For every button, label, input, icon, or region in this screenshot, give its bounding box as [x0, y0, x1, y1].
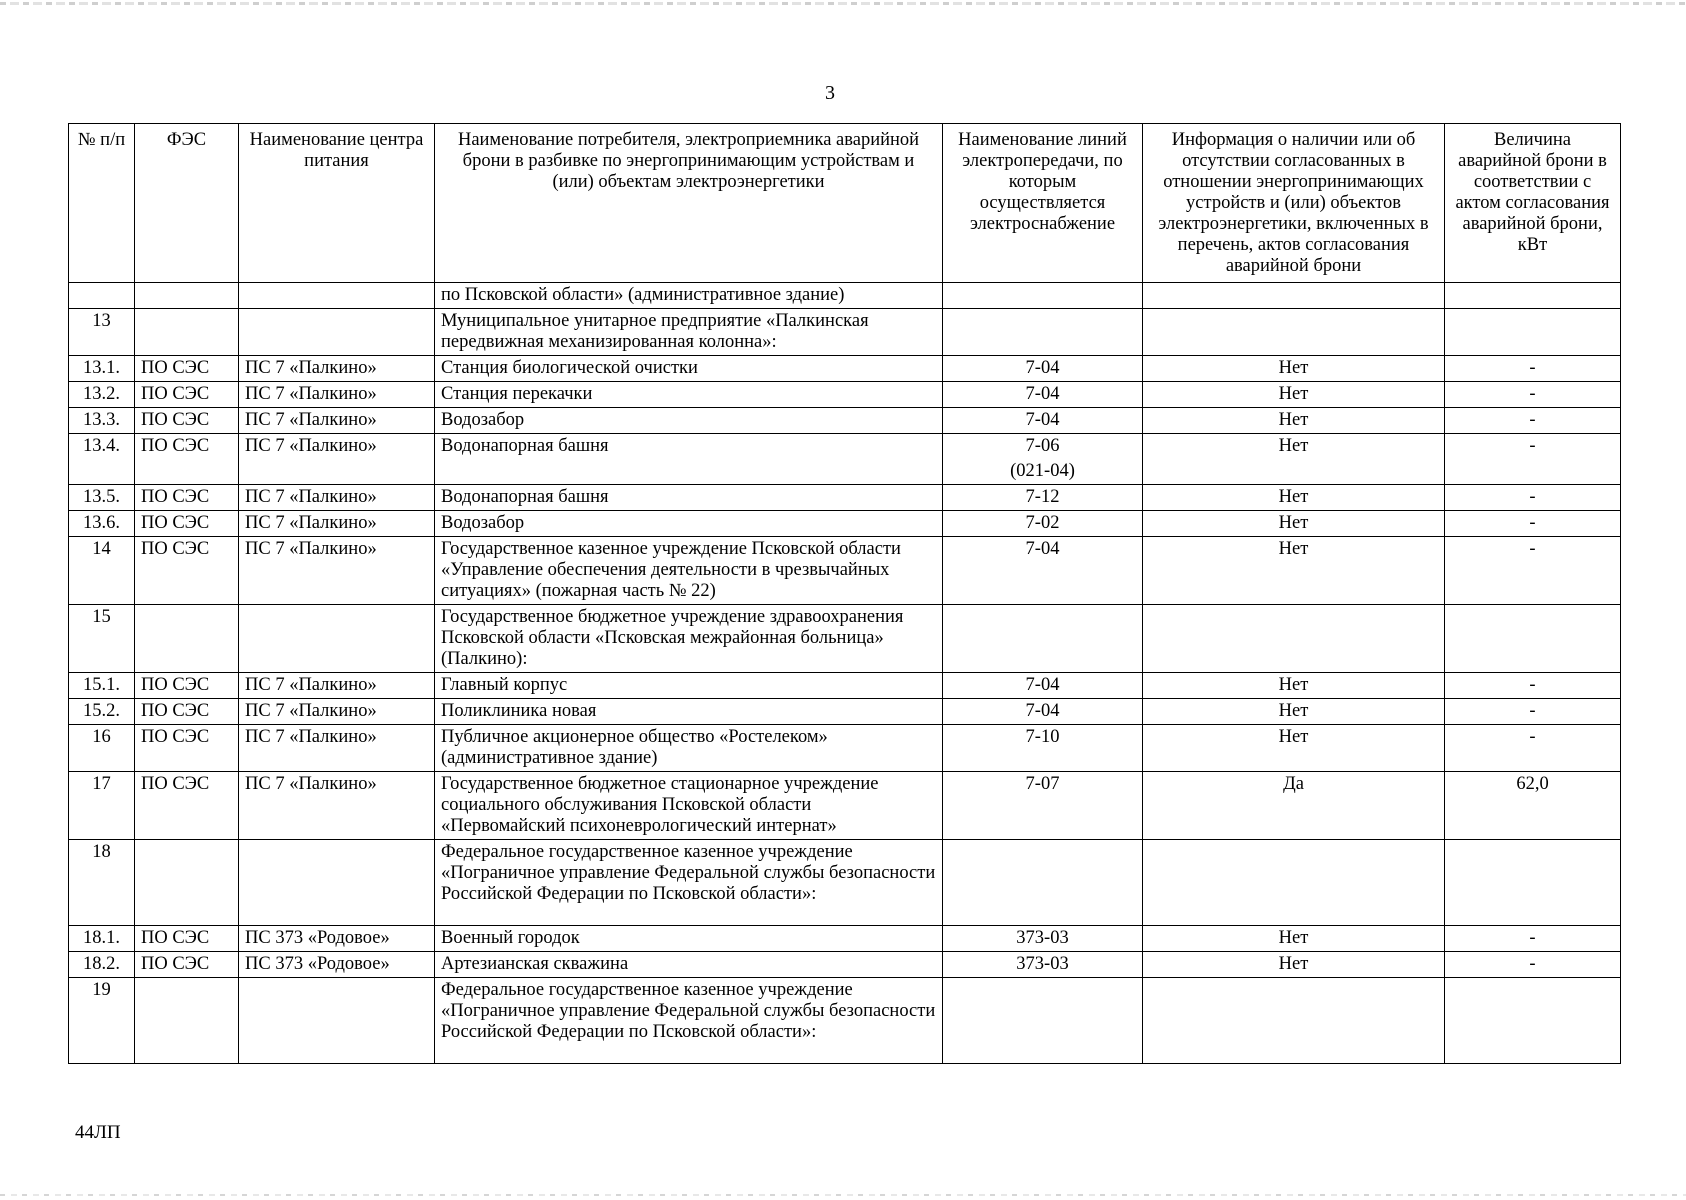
row-fes-text: ПО СЭС: [141, 487, 210, 507]
table-row: [69, 978, 1621, 1064]
row-consumer: [435, 408, 943, 434]
row-power-center: [239, 511, 435, 537]
row-number: [69, 283, 135, 309]
row-power-line: [943, 926, 1143, 952]
header-power-line: Наименование линий электропередачи, по которым осуществляется электроснабжение: [943, 124, 1143, 283]
table-row: [69, 283, 1621, 309]
row-reserve-value: [1445, 699, 1621, 725]
row-consumer: [435, 926, 943, 952]
row-agreement-info-text: Нет: [1278, 358, 1309, 378]
row-reserve-value: [1445, 772, 1621, 840]
row-fes-text: ПО СЭС: [141, 928, 210, 948]
row-number-text: 18: [92, 842, 111, 862]
row-fes-text: ПО СЭС: [141, 774, 210, 794]
table-row: [69, 382, 1621, 408]
row-fes: [135, 283, 239, 309]
row-agreement-info-text: Нет: [1278, 384, 1309, 404]
row-power-center: [239, 309, 435, 356]
row-consumer-text: Водозабор: [441, 410, 525, 430]
row-power-line: [943, 772, 1143, 840]
header-power-center: Наименование центра питания: [239, 124, 435, 283]
row-power-line: [943, 408, 1143, 434]
row-fes: [135, 952, 239, 978]
row-number-text: 13.2.: [83, 384, 120, 404]
row-consumer: [435, 772, 943, 840]
row-agreement-info-text: Нет: [1278, 928, 1309, 948]
row-agreement-info-text: Нет: [1278, 539, 1309, 559]
row-power-center-text: ПС 373 «Родовое»: [245, 954, 390, 974]
row-number-text: 15: [92, 607, 111, 627]
table-row: [69, 537, 1621, 605]
row-power-line: [943, 952, 1143, 978]
header-fes: ФЭС: [135, 124, 239, 283]
row-number: [69, 511, 135, 537]
row-power-line-text: 373-03: [1016, 954, 1069, 974]
row-power-line-text: 373-03: [1016, 928, 1069, 948]
row-number-text: 13.4.: [83, 436, 120, 456]
row-number-text: 15.1.: [83, 675, 120, 695]
row-reserve-value: [1445, 978, 1621, 1064]
row-consumer: [435, 605, 943, 673]
row-agreement-info: [1143, 537, 1445, 605]
row-agreement-info-text: Нет: [1278, 727, 1309, 747]
table-row: [69, 725, 1621, 772]
row-number: [69, 926, 135, 952]
row-power-center: [239, 283, 435, 309]
row-agreement-info-text: Нет: [1278, 436, 1309, 456]
row-agreement-info-text: Нет: [1278, 954, 1309, 974]
row-consumer-text: Федеральное государственное казенное учреждение «Пограничное управление Федеральной службы безопасности Российской Федерации по Псковской области»:: [441, 842, 936, 904]
row-number-text: 13.6.: [83, 513, 120, 533]
row-fes: [135, 382, 239, 408]
row-consumer-text: Государственное бюджетное учреждение здравоохранения Псковской области «Псковская межрайонная больница» (Палкино):: [441, 607, 904, 669]
row-power-center: [239, 434, 435, 485]
row-number-text: 13.5.: [83, 487, 120, 507]
row-consumer: [435, 485, 943, 511]
row-consumer: [435, 952, 943, 978]
row-agreement-info-text: Нет: [1278, 701, 1309, 721]
row-consumer: [435, 382, 943, 408]
row-power-line-text: 7-04: [1025, 701, 1060, 721]
row-fes-text: ПО СЭС: [141, 358, 210, 378]
table-row: [69, 309, 1621, 356]
row-power-center-text: ПС 7 «Палкино»: [245, 436, 377, 456]
row-number-text: 13.1.: [83, 358, 120, 378]
row-agreement-info: [1143, 511, 1445, 537]
row-agreement-info-text: Да: [1283, 774, 1304, 794]
row-power-center-text: ПС 7 «Палкино»: [245, 513, 377, 533]
row-consumer-text: Государственное казенное учреждение Псковской области «Управление обеспечения деятельности в чрезвычайных ситуациях» (пожарная часть № 22): [441, 539, 901, 601]
row-fes: [135, 309, 239, 356]
row-power-line-text: 7-04: [1025, 539, 1060, 559]
row-power-center: [239, 725, 435, 772]
row-power-center-text: ПС 7 «Палкино»: [245, 727, 377, 747]
row-power-center-text: ПС 7 «Палкино»: [245, 358, 377, 378]
row-fes-text: ПО СЭС: [141, 701, 210, 721]
row-power-center: [239, 537, 435, 605]
row-reserve-value-text: -: [1529, 928, 1536, 948]
row-reserve-value-text: -: [1529, 727, 1536, 747]
row-reserve-value-text: -: [1529, 487, 1536, 507]
row-agreement-info-text: Нет: [1278, 675, 1309, 695]
row-number-text: 18.1.: [83, 928, 120, 948]
row-reserve-value-text: -: [1529, 513, 1536, 533]
row-reserve-value: [1445, 283, 1621, 309]
row-number-text: 19: [92, 980, 111, 1000]
row-fes: [135, 605, 239, 673]
row-power-center: [239, 926, 435, 952]
row-agreement-info: [1143, 840, 1445, 926]
row-power-line: [943, 511, 1143, 537]
row-consumer-text: Станция перекачки: [441, 384, 593, 404]
row-fes: [135, 434, 239, 485]
row-power-line-extra: (021-04): [1010, 461, 1075, 481]
row-agreement-info: [1143, 952, 1445, 978]
row-power-center: [239, 408, 435, 434]
row-number: [69, 699, 135, 725]
row-power-line: [943, 978, 1143, 1064]
row-number-text: 14: [92, 539, 111, 559]
row-consumer: [435, 309, 943, 356]
row-fes: [135, 699, 239, 725]
row-fes: [135, 485, 239, 511]
row-consumer-text: Поликлиника новая: [441, 701, 597, 721]
row-agreement-info: [1143, 356, 1445, 382]
row-power-center-text: ПС 373 «Родовое»: [245, 928, 390, 948]
table-row: [69, 926, 1621, 952]
row-fes: [135, 840, 239, 926]
row-power-center-text: ПС 7 «Палкино»: [245, 701, 377, 721]
row-reserve-value-text: 62,0: [1516, 774, 1549, 794]
row-number: [69, 605, 135, 673]
row-agreement-info: [1143, 309, 1445, 356]
page-number: 3: [825, 82, 835, 104]
row-power-line: [943, 840, 1143, 926]
scan-edge-bottom: [0, 1194, 1686, 1196]
row-consumer-text: Муниципальное унитарное предприятие «Палкинская передвижная механизированная колонна»:: [441, 311, 869, 352]
row-consumer-text: Водонапорная башня: [441, 487, 609, 507]
row-power-center: [239, 699, 435, 725]
row-consumer-text: по Псковской области» (административное здание): [441, 285, 845, 305]
row-power-line: [943, 673, 1143, 699]
row-fes-text: ПО СЭС: [141, 675, 210, 695]
row-consumer-text: Станция биологической очистки: [441, 358, 698, 378]
row-agreement-info: [1143, 926, 1445, 952]
row-consumer: [435, 434, 943, 485]
row-reserve-value: [1445, 673, 1621, 699]
row-reserve-value: [1445, 408, 1621, 434]
row-reserve-value-text: -: [1529, 539, 1536, 559]
row-number-text: 13: [92, 311, 111, 331]
row-reserve-value: [1445, 511, 1621, 537]
row-fes: [135, 511, 239, 537]
row-power-center: [239, 605, 435, 673]
row-reserve-value: [1445, 356, 1621, 382]
row-power-line-text: 7-04: [1025, 410, 1060, 430]
row-agreement-info: [1143, 699, 1445, 725]
table-header-row: [69, 124, 1621, 283]
row-number: [69, 537, 135, 605]
row-reserve-value-text: -: [1529, 701, 1536, 721]
row-agreement-info: [1143, 382, 1445, 408]
table-row: [69, 511, 1621, 537]
row-power-line: [943, 485, 1143, 511]
row-number-text: 16: [92, 727, 111, 747]
row-agreement-info: [1143, 605, 1445, 673]
row-power-center-text: ПС 7 «Палкино»: [245, 675, 377, 695]
row-agreement-info: [1143, 485, 1445, 511]
table-row: [69, 485, 1621, 511]
row-consumer-text: Главный корпус: [441, 675, 568, 695]
row-agreement-info: [1143, 725, 1445, 772]
row-number: [69, 840, 135, 926]
row-agreement-info: [1143, 772, 1445, 840]
table-row: [69, 952, 1621, 978]
row-power-line: [943, 283, 1143, 309]
row-number: [69, 356, 135, 382]
row-reserve-value: [1445, 926, 1621, 952]
table-row: [69, 434, 1621, 485]
row-fes: [135, 537, 239, 605]
row-power-line: [943, 382, 1143, 408]
row-number-text: 18.2.: [83, 954, 120, 974]
row-agreement-info-text: Нет: [1278, 410, 1309, 430]
row-number-text: 17: [92, 774, 111, 794]
row-power-line: [943, 434, 1143, 485]
row-number: [69, 952, 135, 978]
row-number: [69, 673, 135, 699]
row-power-line: [943, 356, 1143, 382]
row-reserve-value: [1445, 605, 1621, 673]
row-fes-text: ПО СЭС: [141, 539, 210, 559]
row-power-center: [239, 840, 435, 926]
table-body: [69, 283, 1621, 1064]
row-number: [69, 485, 135, 511]
row-fes: [135, 673, 239, 699]
row-number: [69, 309, 135, 356]
row-reserve-value-text: -: [1529, 384, 1536, 404]
row-reserve-value-text: -: [1529, 954, 1536, 974]
row-reserve-value: [1445, 309, 1621, 356]
row-power-line-text: 7-04: [1025, 384, 1060, 404]
row-agreement-info-text: Нет: [1278, 487, 1309, 507]
row-agreement-info: [1143, 283, 1445, 309]
row-fes: [135, 926, 239, 952]
row-consumer-text: Водозабор: [441, 513, 525, 533]
row-fes-text: ПО СЭС: [141, 954, 210, 974]
row-consumer: [435, 356, 943, 382]
row-number: [69, 408, 135, 434]
row-number: [69, 725, 135, 772]
row-reserve-value-text: -: [1529, 358, 1536, 378]
row-power-center: [239, 952, 435, 978]
row-power-center-text: ПС 7 «Палкино»: [245, 774, 377, 794]
row-consumer: [435, 978, 943, 1064]
row-number-text: 13.3.: [83, 410, 120, 430]
row-power-center: [239, 485, 435, 511]
row-agreement-info: [1143, 434, 1445, 485]
table-row: [69, 356, 1621, 382]
row-consumer-text: Публичное акционерное общество «Ростелеком» (административное здание): [441, 727, 828, 768]
header-reserve-value: Величина аварийной брони в соответствии с актом согласования аварийной брони, кВт: [1445, 124, 1621, 283]
row-number: [69, 772, 135, 840]
row-power-line-text: 7-02: [1025, 513, 1060, 533]
row-number-text: 15.2.: [83, 701, 120, 721]
row-consumer-text: Федеральное государственное казенное учреждение «Пограничное управление Федеральной службы безопасности Российской Федерации по Псковской области»:: [441, 980, 936, 1042]
table-row: [69, 840, 1621, 926]
row-agreement-info: [1143, 673, 1445, 699]
table-row: [69, 772, 1621, 840]
row-fes: [135, 408, 239, 434]
row-fes: [135, 978, 239, 1064]
row-consumer: [435, 283, 943, 309]
row-agreement-info: [1143, 408, 1445, 434]
row-number: [69, 978, 135, 1064]
row-fes-text: ПО СЭС: [141, 727, 210, 747]
header-number: № п/п: [69, 124, 135, 283]
row-consumer: [435, 840, 943, 926]
row-agreement-info: [1143, 978, 1445, 1064]
table-row: [69, 605, 1621, 673]
row-power-line: [943, 725, 1143, 772]
row-consumer: [435, 699, 943, 725]
row-consumer-text: Военный городок: [441, 928, 580, 948]
row-fes-text: ПО СЭС: [141, 513, 210, 533]
row-power-line-text: 7-04: [1025, 358, 1060, 378]
row-power-line: [943, 537, 1143, 605]
document-code: 44ЛП: [75, 1122, 121, 1143]
row-power-line-text: 7-12: [1025, 487, 1060, 507]
row-power-line-text: 7-07: [1025, 774, 1060, 794]
row-fes: [135, 356, 239, 382]
table-row: [69, 673, 1621, 699]
row-power-line: [943, 699, 1143, 725]
row-power-line-text: 7-10: [1025, 727, 1060, 747]
row-fes-text: ПО СЭС: [141, 436, 210, 456]
row-reserve-value: [1445, 382, 1621, 408]
row-number: [69, 382, 135, 408]
table-row: [69, 699, 1621, 725]
row-power-center: [239, 356, 435, 382]
row-consumer-text: Государственное бюджетное стационарное учреждение социального обслуживания Псковской области «Первомайский психоневрологический интернат»: [441, 774, 879, 836]
row-agreement-info-text: Нет: [1278, 513, 1309, 533]
row-consumer: [435, 673, 943, 699]
row-power-center-text: ПС 7 «Палкино»: [245, 410, 377, 430]
row-power-line-text: 7-06: [1025, 436, 1060, 456]
header-agreement-info: Информация о наличии или об отсутствии согласованных в отношении энергопринимающих устройств и (или) объектов электроэнергетики, включенных в перечень, актов согласования аварийной брони: [1143, 124, 1445, 283]
scan-edge-top: [0, 2, 1686, 5]
row-reserve-value: [1445, 485, 1621, 511]
row-power-line-text: 7-04: [1025, 675, 1060, 695]
row-consumer-text: Артезианская скважина: [441, 954, 629, 974]
table-row: [69, 408, 1621, 434]
row-fes: [135, 725, 239, 772]
row-fes-text: ПО СЭС: [141, 410, 210, 430]
row-power-center-text: ПС 7 «Палкино»: [245, 539, 377, 559]
header-consumer: Наименование потребителя, электроприемника аварийной брони в разбивке по энергопринимающим устройствам и (или) объектам электроэнергетики: [435, 124, 943, 283]
row-reserve-value: [1445, 537, 1621, 605]
row-power-center: [239, 382, 435, 408]
row-consumer: [435, 725, 943, 772]
row-reserve-value: [1445, 840, 1621, 926]
row-power-center: [239, 772, 435, 840]
row-consumer-text: Водонапорная башня: [441, 436, 609, 456]
row-power-line: [943, 605, 1143, 673]
row-power-center-text: ПС 7 «Палкино»: [245, 384, 377, 404]
row-reserve-value-text: -: [1529, 410, 1536, 430]
row-power-center: [239, 978, 435, 1064]
row-reserve-value: [1445, 434, 1621, 485]
row-reserve-value: [1445, 725, 1621, 772]
row-fes-text: ПО СЭС: [141, 384, 210, 404]
row-reserve-value-text: -: [1529, 436, 1536, 456]
row-consumer: [435, 511, 943, 537]
row-fes: [135, 772, 239, 840]
row-number: [69, 434, 135, 485]
row-reserve-value: [1445, 952, 1621, 978]
row-power-center: [239, 673, 435, 699]
row-power-line: [943, 309, 1143, 356]
row-power-center-text: ПС 7 «Палкино»: [245, 487, 377, 507]
emergency-reserve-table: [68, 123, 1621, 1064]
row-consumer: [435, 537, 943, 605]
row-reserve-value-text: -: [1529, 675, 1536, 695]
